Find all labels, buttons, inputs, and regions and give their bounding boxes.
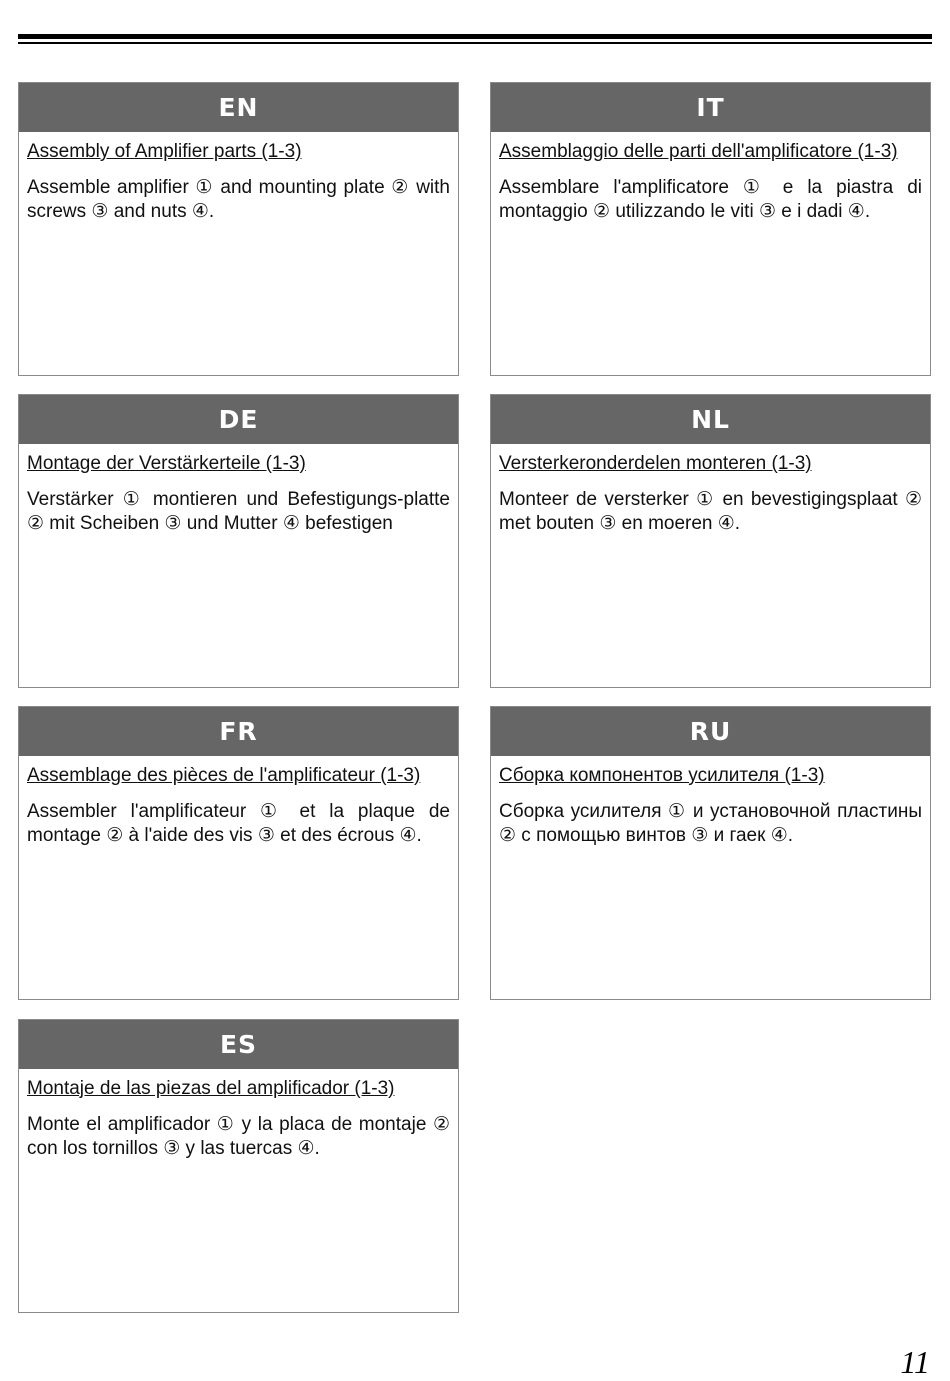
header-rule-thin xyxy=(18,42,932,44)
section-en xyxy=(18,82,459,376)
header-rule-thick xyxy=(18,34,932,39)
section-fr-body xyxy=(19,756,458,848)
section-it xyxy=(490,82,931,376)
section-en-title: Assembly of Amplifier parts (1-3) xyxy=(27,141,302,162)
section-nl-body xyxy=(491,444,930,536)
section-ru-body xyxy=(491,756,930,848)
section-de-header: DE xyxy=(19,395,458,444)
section-it-header: IT xyxy=(491,83,930,132)
section-it-text: Assemblare l'amplificatore ① e la piastra di montaggio ② utilizzando le viti ③ e i dadi ④. xyxy=(499,177,922,222)
section-de-body xyxy=(19,444,458,536)
section-fr-title: Assemblage des pièces de l'amplificateur (1-3) xyxy=(27,765,421,786)
section-nl xyxy=(490,394,931,688)
section-de-text: Verstärker ① montieren und Befestigungs-platte ② mit Scheiben ③ und Mutter ④ befestigen xyxy=(27,489,450,534)
section-ru-header: RU xyxy=(491,707,930,756)
section-en-header: EN xyxy=(19,83,458,132)
section-en-text: Assemble amplifier ① and mounting plate ② with screws ③ and nuts ④. xyxy=(27,177,450,222)
section-en-body xyxy=(19,132,458,224)
section-fr-text: Assembler l'amplificateur ① et la plaque de montage ② à l'aide des vis ③ et des écrous ④. xyxy=(27,801,450,846)
section-it-title: Assemblaggio delle parti dell'amplificatore (1-3) xyxy=(499,141,898,162)
section-it-body xyxy=(491,132,930,224)
section-ru-title: Сборка компонентов усилителя (1-3) xyxy=(499,765,825,786)
section-fr-header: FR xyxy=(19,707,458,756)
section-de-title: Montage der Verstärkerteile (1-3) xyxy=(27,453,306,474)
section-nl-text: Monteer de versterker ① en bevestigingsplaat ② met bouten ③ en moeren ④. xyxy=(499,489,922,534)
section-es-body xyxy=(19,1069,458,1161)
section-es xyxy=(18,1019,459,1313)
section-ru-text: Сборка усилителя ① и установочной пластины ② с помощью винтов ③ и гаек ④. xyxy=(499,801,922,846)
section-es-header: ES xyxy=(19,1020,458,1069)
page-number: 11 xyxy=(900,1344,930,1380)
section-es-title: Montaje de las piezas del amplificador (1-3) xyxy=(27,1078,395,1099)
section-es-text: Monte el amplificador ① y la placa de montaje ② con los tornillos ③ y las tuercas ④. xyxy=(27,1114,450,1159)
section-nl-header: NL xyxy=(491,395,930,444)
section-nl-title: Versterkeronderdelen monteren (1-3) xyxy=(499,453,812,474)
section-fr xyxy=(18,706,459,1000)
section-ru xyxy=(490,706,931,1000)
section-de xyxy=(18,394,459,688)
